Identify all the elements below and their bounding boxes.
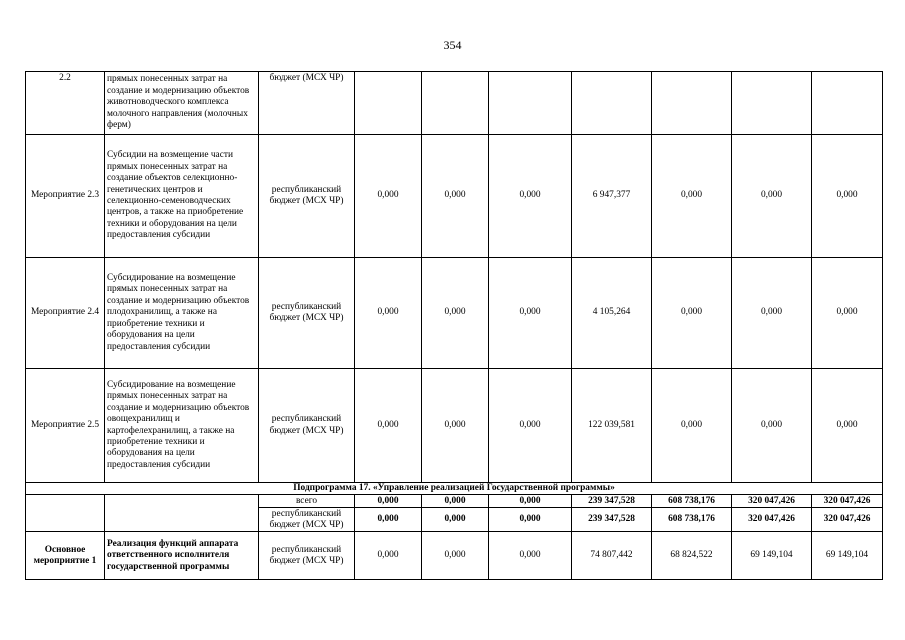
value-cell: 0,000 [355, 369, 422, 483]
budget-table [25, 71, 883, 580]
event-description: Субсидирование на возмещение прямых понесенных затрат на создание и модернизацию объектов овощехранилищ и картофелехранилищ, а также на приобретение техники и оборудования на цели предоставления субсидии [105, 369, 259, 483]
value-cell [422, 72, 489, 135]
main-event-row [26, 532, 883, 580]
funding-source: республиканский бюджет (МСХ ЧР) [259, 508, 355, 532]
value-cell: 320 047,426 [812, 508, 883, 532]
value-cell: 0,000 [812, 369, 883, 483]
value-cell [652, 72, 732, 135]
value-cell: 608 738,176 [652, 495, 732, 508]
value-cell: 0,000 [422, 258, 489, 369]
value-cell: 0,000 [355, 532, 422, 580]
value-cell [572, 72, 652, 135]
value-cell: 0,000 [422, 369, 489, 483]
table-row [26, 72, 883, 135]
value-cell: 0,000 [489, 369, 572, 483]
value-cell [489, 72, 572, 135]
event-description: Субсидии на возмещение части прямых понесенных затрат на создание объектов селекционно-генетических центров и селекционно-семеноводческих центров, а также на приобретение техники и оборудования на цели предоставления субсидии [105, 135, 259, 258]
funding-source: республиканский бюджет (МСХ ЧР) [259, 532, 355, 580]
value-cell: 0,000 [652, 369, 732, 483]
value-cell: 0,000 [812, 258, 883, 369]
value-cell: 4 105,264 [572, 258, 652, 369]
value-cell: 239 347,528 [572, 508, 652, 532]
value-cell: 0,000 [355, 495, 422, 508]
value-cell: 0,000 [732, 369, 812, 483]
table-row [26, 135, 883, 258]
value-cell: 0,000 [489, 135, 572, 258]
value-cell: 0,000 [812, 135, 883, 258]
value-cell: 0,000 [489, 508, 572, 532]
event-code: Мероприятие 2.5 [26, 369, 105, 483]
value-cell: 0,000 [732, 258, 812, 369]
value-cell: 0,000 [422, 135, 489, 258]
value-cell [732, 72, 812, 135]
table-row [26, 369, 883, 483]
value-cell: 608 738,176 [652, 508, 732, 532]
funding-source: республиканский бюджет (МСХ ЧР) [259, 258, 355, 369]
subprogram-heading-row [26, 483, 883, 495]
value-cell [812, 72, 883, 135]
value-cell: 0,000 [652, 258, 732, 369]
table-row [26, 258, 883, 369]
value-cell: 0,000 [422, 495, 489, 508]
value-cell: 74 807,442 [572, 532, 652, 580]
funding-source: бюджет (МСХ ЧР) [259, 72, 355, 135]
event-code: 2.2 [26, 72, 105, 135]
event-code: Основное мероприятие 1 [26, 532, 105, 580]
value-cell: 0,000 [489, 532, 572, 580]
value-cell: 0,000 [489, 258, 572, 369]
funding-source: республиканский бюджет (МСХ ЧР) [259, 369, 355, 483]
value-cell: 69 149,104 [732, 532, 812, 580]
value-cell: 0,000 [732, 135, 812, 258]
value-cell: 122 039,581 [572, 369, 652, 483]
value-cell: 0,000 [355, 508, 422, 532]
subprogram-code [26, 495, 105, 532]
funding-source: всего [259, 495, 355, 508]
subprogram-total-row [26, 495, 883, 508]
value-cell: 320 047,426 [812, 495, 883, 508]
event-code: Мероприятие 2.3 [26, 135, 105, 258]
value-cell: 6 947,377 [572, 135, 652, 258]
value-cell: 0,000 [422, 508, 489, 532]
value-cell: 0,000 [422, 532, 489, 580]
value-cell [355, 72, 422, 135]
event-description: прямых понесенных затрат на создание и модернизацию объектов животноводческого комплекса молочного направления (молочных ферм) [105, 72, 259, 135]
value-cell: 0,000 [355, 258, 422, 369]
event-description: Реализация функций аппарата ответственного исполнителя государственной программы [105, 532, 259, 580]
value-cell: 320 047,426 [732, 508, 812, 532]
value-cell: 69 149,104 [812, 532, 883, 580]
event-code: Мероприятие 2.4 [26, 258, 105, 369]
event-description: Субсидирование на возмещение прямых понесенных затрат на создание и модернизацию объектов плодохранилищ, а также на приобретение техники и оборудования на цели предоставления субсидии [105, 258, 259, 369]
value-cell: 320 047,426 [732, 495, 812, 508]
funding-source: республиканский бюджет (МСХ ЧР) [259, 135, 355, 258]
subprogram-description [105, 495, 259, 532]
value-cell: 68 824,522 [652, 532, 732, 580]
value-cell: 239 347,528 [572, 495, 652, 508]
value-cell: 0,000 [355, 135, 422, 258]
subprogram-title: Подпрограмма 17. «Управление реализацией Государственной программы» [26, 483, 883, 495]
value-cell: 0,000 [652, 135, 732, 258]
page-number: 354 [443, 38, 462, 52]
value-cell: 0,000 [489, 495, 572, 508]
